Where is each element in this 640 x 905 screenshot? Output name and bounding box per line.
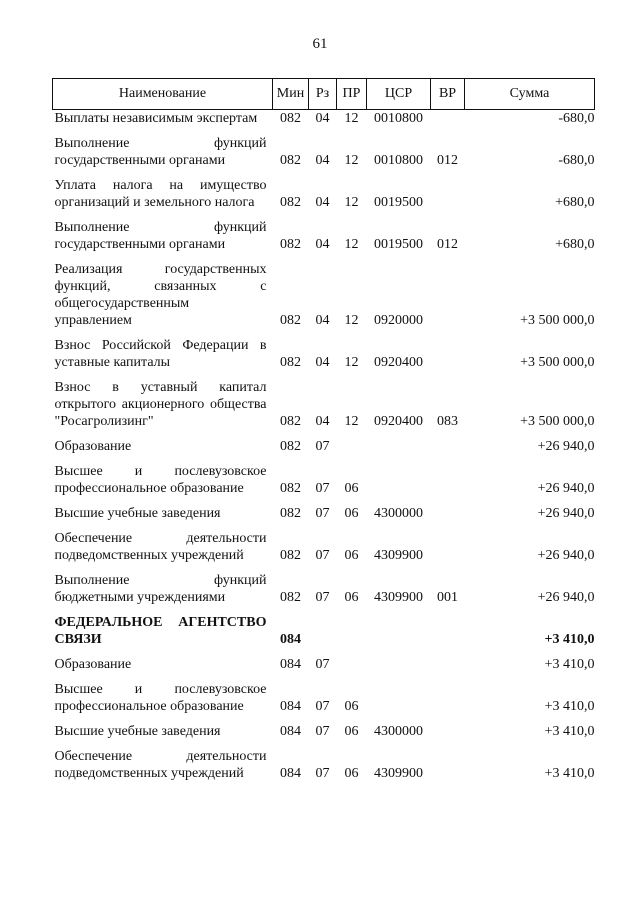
cell-csr: [367, 650, 431, 675]
cell-pr: 06: [344, 481, 359, 496]
cell-sum: +3 410,0: [544, 724, 595, 739]
cell-vr: [431, 650, 465, 675]
header-sum: Сумма: [465, 79, 595, 110]
table-row: [53, 650, 595, 675]
cell-name: Обеспечение деятельности подведомственных учреждений: [54, 531, 267, 563]
cell-csr: 4300000: [374, 724, 423, 739]
cell-sum: +3 500 000,0: [520, 313, 595, 328]
cell-csr: 0019500: [374, 237, 423, 252]
cell-min: 084: [280, 632, 301, 647]
cell-pr: 06: [344, 590, 359, 605]
cell-rz: 07: [315, 548, 330, 563]
cell-sum: +3 500 000,0: [520, 414, 595, 429]
cell-name: Уплата налога на имущество организаций и земельного налога: [54, 178, 267, 210]
cell-csr: 4309900: [374, 590, 423, 605]
cell-min: 082: [280, 237, 301, 252]
cell-sum: +3 410,0: [544, 699, 595, 714]
table-row: [53, 524, 595, 566]
cell-min: 084: [280, 724, 301, 739]
cell-rz: [309, 608, 337, 650]
cell-pr: 12: [344, 195, 359, 210]
cell-rz: 07: [315, 766, 330, 781]
cell-name: Образование: [54, 439, 132, 454]
cell-sum: +3 500 000,0: [520, 355, 595, 370]
cell-name: Реализация государственных функций, связанных с общегосударственным управлением: [54, 262, 267, 328]
cell-name: Выполнение функций государственными органами: [54, 220, 267, 252]
cell-min: 084: [280, 699, 301, 714]
cell-sum: +3 410,0: [544, 766, 595, 781]
cell-pr: 06: [344, 548, 359, 563]
cell-csr: 4309900: [374, 766, 423, 781]
cell-vr: 012: [437, 237, 458, 252]
cell-min: 084: [280, 657, 301, 672]
cell-csr: [367, 608, 431, 650]
cell-min: 082: [280, 414, 301, 429]
cell-rz: 04: [315, 237, 330, 252]
table-row: [53, 213, 595, 255]
table-row: [53, 373, 595, 432]
table-row: [53, 331, 595, 373]
cell-min: 082: [280, 439, 301, 454]
cell-min: 082: [280, 195, 301, 210]
cell-pr: 12: [344, 153, 359, 168]
table-row: [53, 457, 595, 499]
cell-name: Выплаты независимым экспертам: [54, 111, 258, 126]
cell-csr: 0920400: [374, 355, 423, 370]
cell-min: 082: [280, 153, 301, 168]
cell-rz: 07: [315, 699, 330, 714]
cell-vr: 001: [437, 590, 458, 605]
cell-vr: [431, 742, 465, 784]
cell-vr: [431, 457, 465, 499]
cell-sum: +680,0: [555, 195, 595, 210]
cell-csr: 0010800: [374, 153, 423, 168]
cell-rz: 07: [315, 657, 330, 672]
cell-csr: [367, 432, 431, 457]
table-row: [53, 608, 595, 650]
cell-sum: -680,0: [558, 153, 595, 168]
cell-csr: 0010800: [374, 111, 423, 126]
table-row: [53, 675, 595, 717]
cell-sum: +26 940,0: [537, 481, 595, 496]
cell-csr: 0920000: [374, 313, 423, 328]
cell-vr: 012: [437, 153, 458, 168]
table-body: [53, 110, 595, 785]
cell-csr: 0019500: [374, 195, 423, 210]
cell-vr: [431, 432, 465, 457]
cell-pr: 12: [344, 313, 359, 328]
cell-pr: [337, 432, 367, 457]
cell-pr: 06: [344, 506, 359, 521]
cell-sum: +26 940,0: [537, 590, 595, 605]
cell-name: Высшие учебные заведения: [54, 506, 221, 521]
header-name: Наименование: [53, 79, 273, 110]
header-pr: ПР: [337, 79, 367, 110]
cell-name: Высшее и послевузовское профессиональное образование: [54, 464, 267, 496]
cell-sum: +680,0: [555, 237, 595, 252]
cell-vr: [431, 331, 465, 373]
cell-sum: +26 940,0: [537, 506, 595, 521]
cell-vr: [431, 171, 465, 213]
cell-csr: [367, 675, 431, 717]
cell-name: Образование: [54, 657, 132, 672]
cell-sum: +26 940,0: [537, 548, 595, 563]
cell-min: 082: [280, 481, 301, 496]
cell-name: Выполнение функций бюджетными учреждениями: [54, 573, 267, 605]
cell-csr: 4300000: [374, 506, 423, 521]
cell-sum: -680,0: [558, 111, 595, 126]
cell-pr: 06: [344, 766, 359, 781]
cell-name: Высшие учебные заведения: [54, 724, 221, 739]
cell-rz: 04: [315, 355, 330, 370]
cell-rz: 04: [315, 153, 330, 168]
header-min: Мин: [273, 79, 309, 110]
table-row: [53, 255, 595, 331]
cell-pr: 12: [344, 237, 359, 252]
cell-rz: 07: [315, 506, 330, 521]
cell-csr: 0920400: [374, 414, 423, 429]
cell-min: 082: [280, 506, 301, 521]
cell-pr: 12: [344, 414, 359, 429]
cell-min: 084: [280, 766, 301, 781]
cell-rz: 07: [315, 724, 330, 739]
table-header-row: [53, 79, 595, 110]
cell-vr: [431, 499, 465, 524]
cell-name: Обеспечение деятельности подведомственных учреждений: [54, 749, 267, 781]
table-row: [53, 499, 595, 524]
cell-sum: +3 410,0: [544, 657, 595, 672]
table-row: [53, 129, 595, 171]
cell-vr: [431, 675, 465, 717]
header-vr: ВР: [431, 79, 465, 110]
table-row: [53, 566, 595, 608]
cell-pr: 12: [344, 355, 359, 370]
cell-pr: 06: [344, 699, 359, 714]
cell-name: Высшее и послевузовское профессиональное образование: [54, 682, 267, 714]
cell-min: 082: [280, 111, 301, 126]
cell-rz: 04: [315, 313, 330, 328]
cell-min: 082: [280, 313, 301, 328]
cell-rz: 07: [315, 590, 330, 605]
cell-sum: +26 940,0: [537, 439, 595, 454]
cell-min: 082: [280, 590, 301, 605]
cell-rz: 04: [315, 195, 330, 210]
table-row: [53, 171, 595, 213]
cell-vr: [431, 110, 465, 130]
cell-vr: [431, 524, 465, 566]
table-row: [53, 717, 595, 742]
cell-pr: 12: [344, 111, 359, 126]
cell-name: Взнос Российской Федерации в уставные капиталы: [54, 338, 267, 370]
cell-name: Взнос в уставный капитал открытого акционерного общества "Росагролизинг": [54, 380, 267, 429]
table-row: [53, 742, 595, 784]
cell-rz: 04: [315, 414, 330, 429]
table-row: [53, 110, 595, 130]
header-rz: Рз: [309, 79, 337, 110]
cell-rz: 07: [315, 439, 330, 454]
cell-name: Выполнение функций государственными органами: [54, 136, 267, 168]
header-csr: ЦСР: [367, 79, 431, 110]
cell-vr: [431, 255, 465, 331]
cell-pr: [337, 650, 367, 675]
table-row: [53, 432, 595, 457]
cell-min: 082: [280, 355, 301, 370]
budget-table: [52, 78, 595, 784]
cell-csr: [367, 457, 431, 499]
cell-name: ФЕДЕРАЛЬНОЕ АГЕНТСТВО СВЯЗИ: [54, 615, 267, 647]
cell-pr: 06: [344, 724, 359, 739]
cell-sum: +3 410,0: [544, 632, 595, 647]
cell-vr: [431, 608, 465, 650]
cell-vr: 083: [437, 414, 458, 429]
cell-rz: 04: [315, 111, 330, 126]
cell-csr: 4309900: [374, 548, 423, 563]
cell-rz: 07: [315, 481, 330, 496]
page-number: 61: [312, 36, 328, 52]
cell-min: 082: [280, 548, 301, 563]
cell-pr: [337, 608, 367, 650]
cell-vr: [431, 717, 465, 742]
